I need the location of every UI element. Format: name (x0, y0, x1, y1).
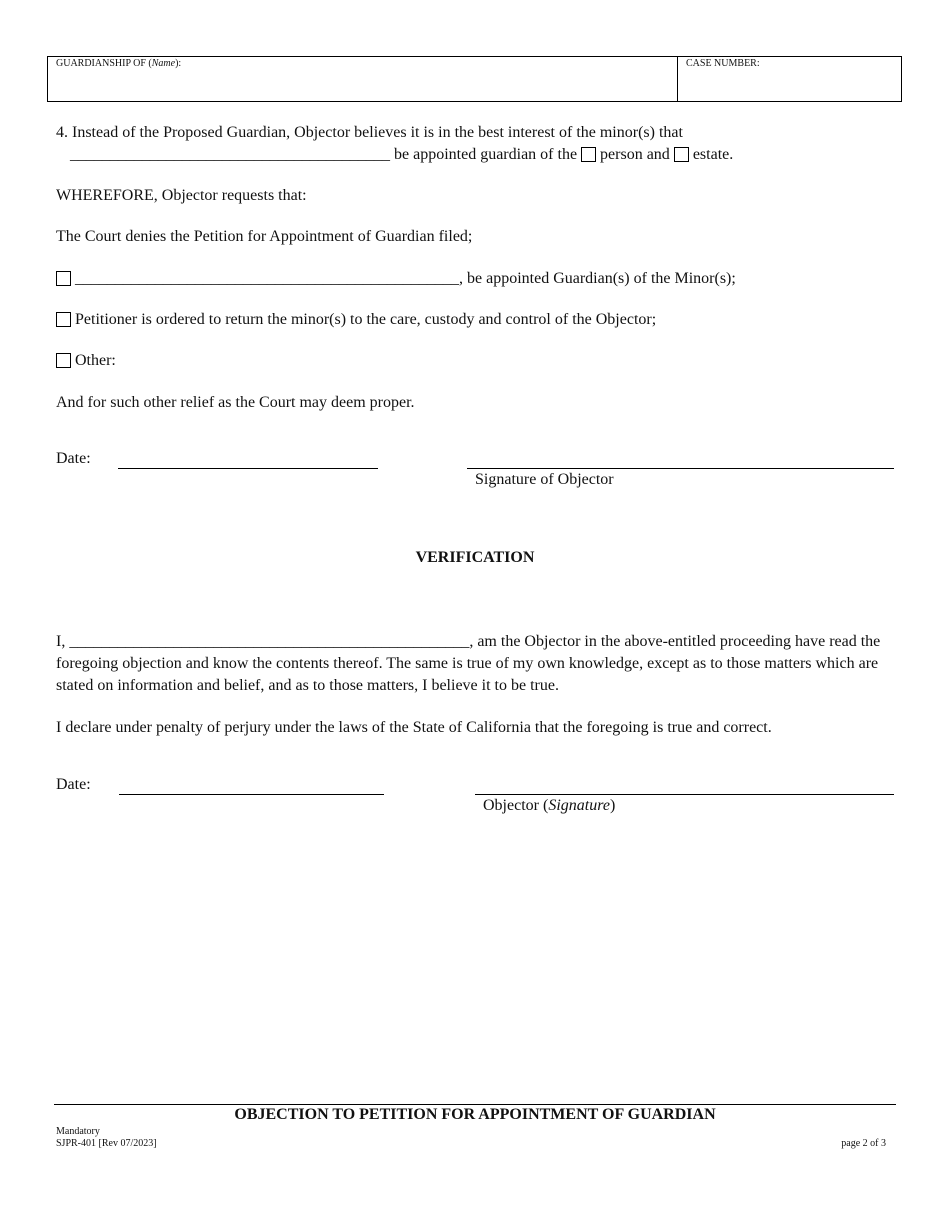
item4-line1: 4. Instead of the Proposed Guardian, Objector believes it is in the best interest of the minor(s) that (56, 124, 683, 141)
option-return-minor (56, 309, 656, 331)
option-appointed-guardian (56, 268, 736, 290)
objector-name-blank[interactable]: __________________________________________________ (69, 633, 470, 650)
estate-label: estate. (692, 146, 734, 163)
person-checkbox[interactable] (581, 147, 596, 162)
verification-paragraph-2: I declare under penalty of perjury under the laws of the State of California that the foregoing is true and correct. (56, 719, 772, 736)
item4-line2 (70, 144, 733, 166)
footer-form-number: SJPR-401 [Rev 07/2023] (56, 1138, 157, 1149)
verification-title: VERIFICATION (415, 549, 535, 566)
verification-paragraph-1: I, __________________________________________________, am the Objector in the above-entitled proceeding have read the foregoing objection and know the contents thereof. The same is true of my own knowledge, except as to those matters which are stated on information and belief, and as to those matters, I believe it to be true. (56, 633, 881, 694)
item4-blank[interactable]: ________________________________________ (70, 146, 390, 163)
estate-checkbox[interactable] (674, 147, 689, 162)
footer-page-number: page 2 of 3 (841, 1138, 886, 1149)
date-line-2[interactable] (119, 794, 384, 795)
case-number-label: CASE NUMBER: (686, 58, 760, 69)
wherefore-text: WHEREFORE, Objector requests that: (56, 187, 307, 204)
date-label-1: Date: (56, 450, 91, 467)
footer-form-title: OBJECTION TO PETITION FOR APPOINTMENT OF GUARDIAN (234, 1106, 716, 1123)
signature-of-objector-label: Signature of Objector (475, 471, 614, 488)
appointed-guardian-checkbox[interactable] (56, 271, 71, 286)
return-minor-checkbox[interactable] (56, 312, 71, 327)
header-divider (677, 57, 678, 101)
appointed-guardian-text: ________________________________________________, be appointed Guardian(s) of the Minor(s); (75, 270, 736, 287)
court-denies-text: The Court denies the Petition for Appointment of Guardian filed; (56, 228, 473, 245)
guardianship-of-label: GUARDIANSHIP OF (Name): (56, 58, 182, 69)
other-text: Other: (75, 352, 116, 369)
option-other (56, 350, 116, 372)
caption-header-box (47, 56, 902, 102)
other-checkbox[interactable] (56, 353, 71, 368)
person-label: person and (600, 146, 670, 163)
item4-appointed-text: be appointed guardian of the (394, 146, 578, 163)
return-minor-text: Petitioner is ordered to return the minor(s) to the care, custody and control of the Objector; (75, 311, 657, 328)
date-line-1[interactable] (118, 468, 378, 469)
other-relief-text: And for such other relief as the Court may deem proper. (56, 394, 415, 411)
objector-signature-label: Objector (Signature) (483, 797, 616, 814)
date-label-2: Date: (56, 776, 91, 793)
footer-mandatory: Mandatory (56, 1126, 100, 1137)
footer-rule (54, 1104, 896, 1105)
